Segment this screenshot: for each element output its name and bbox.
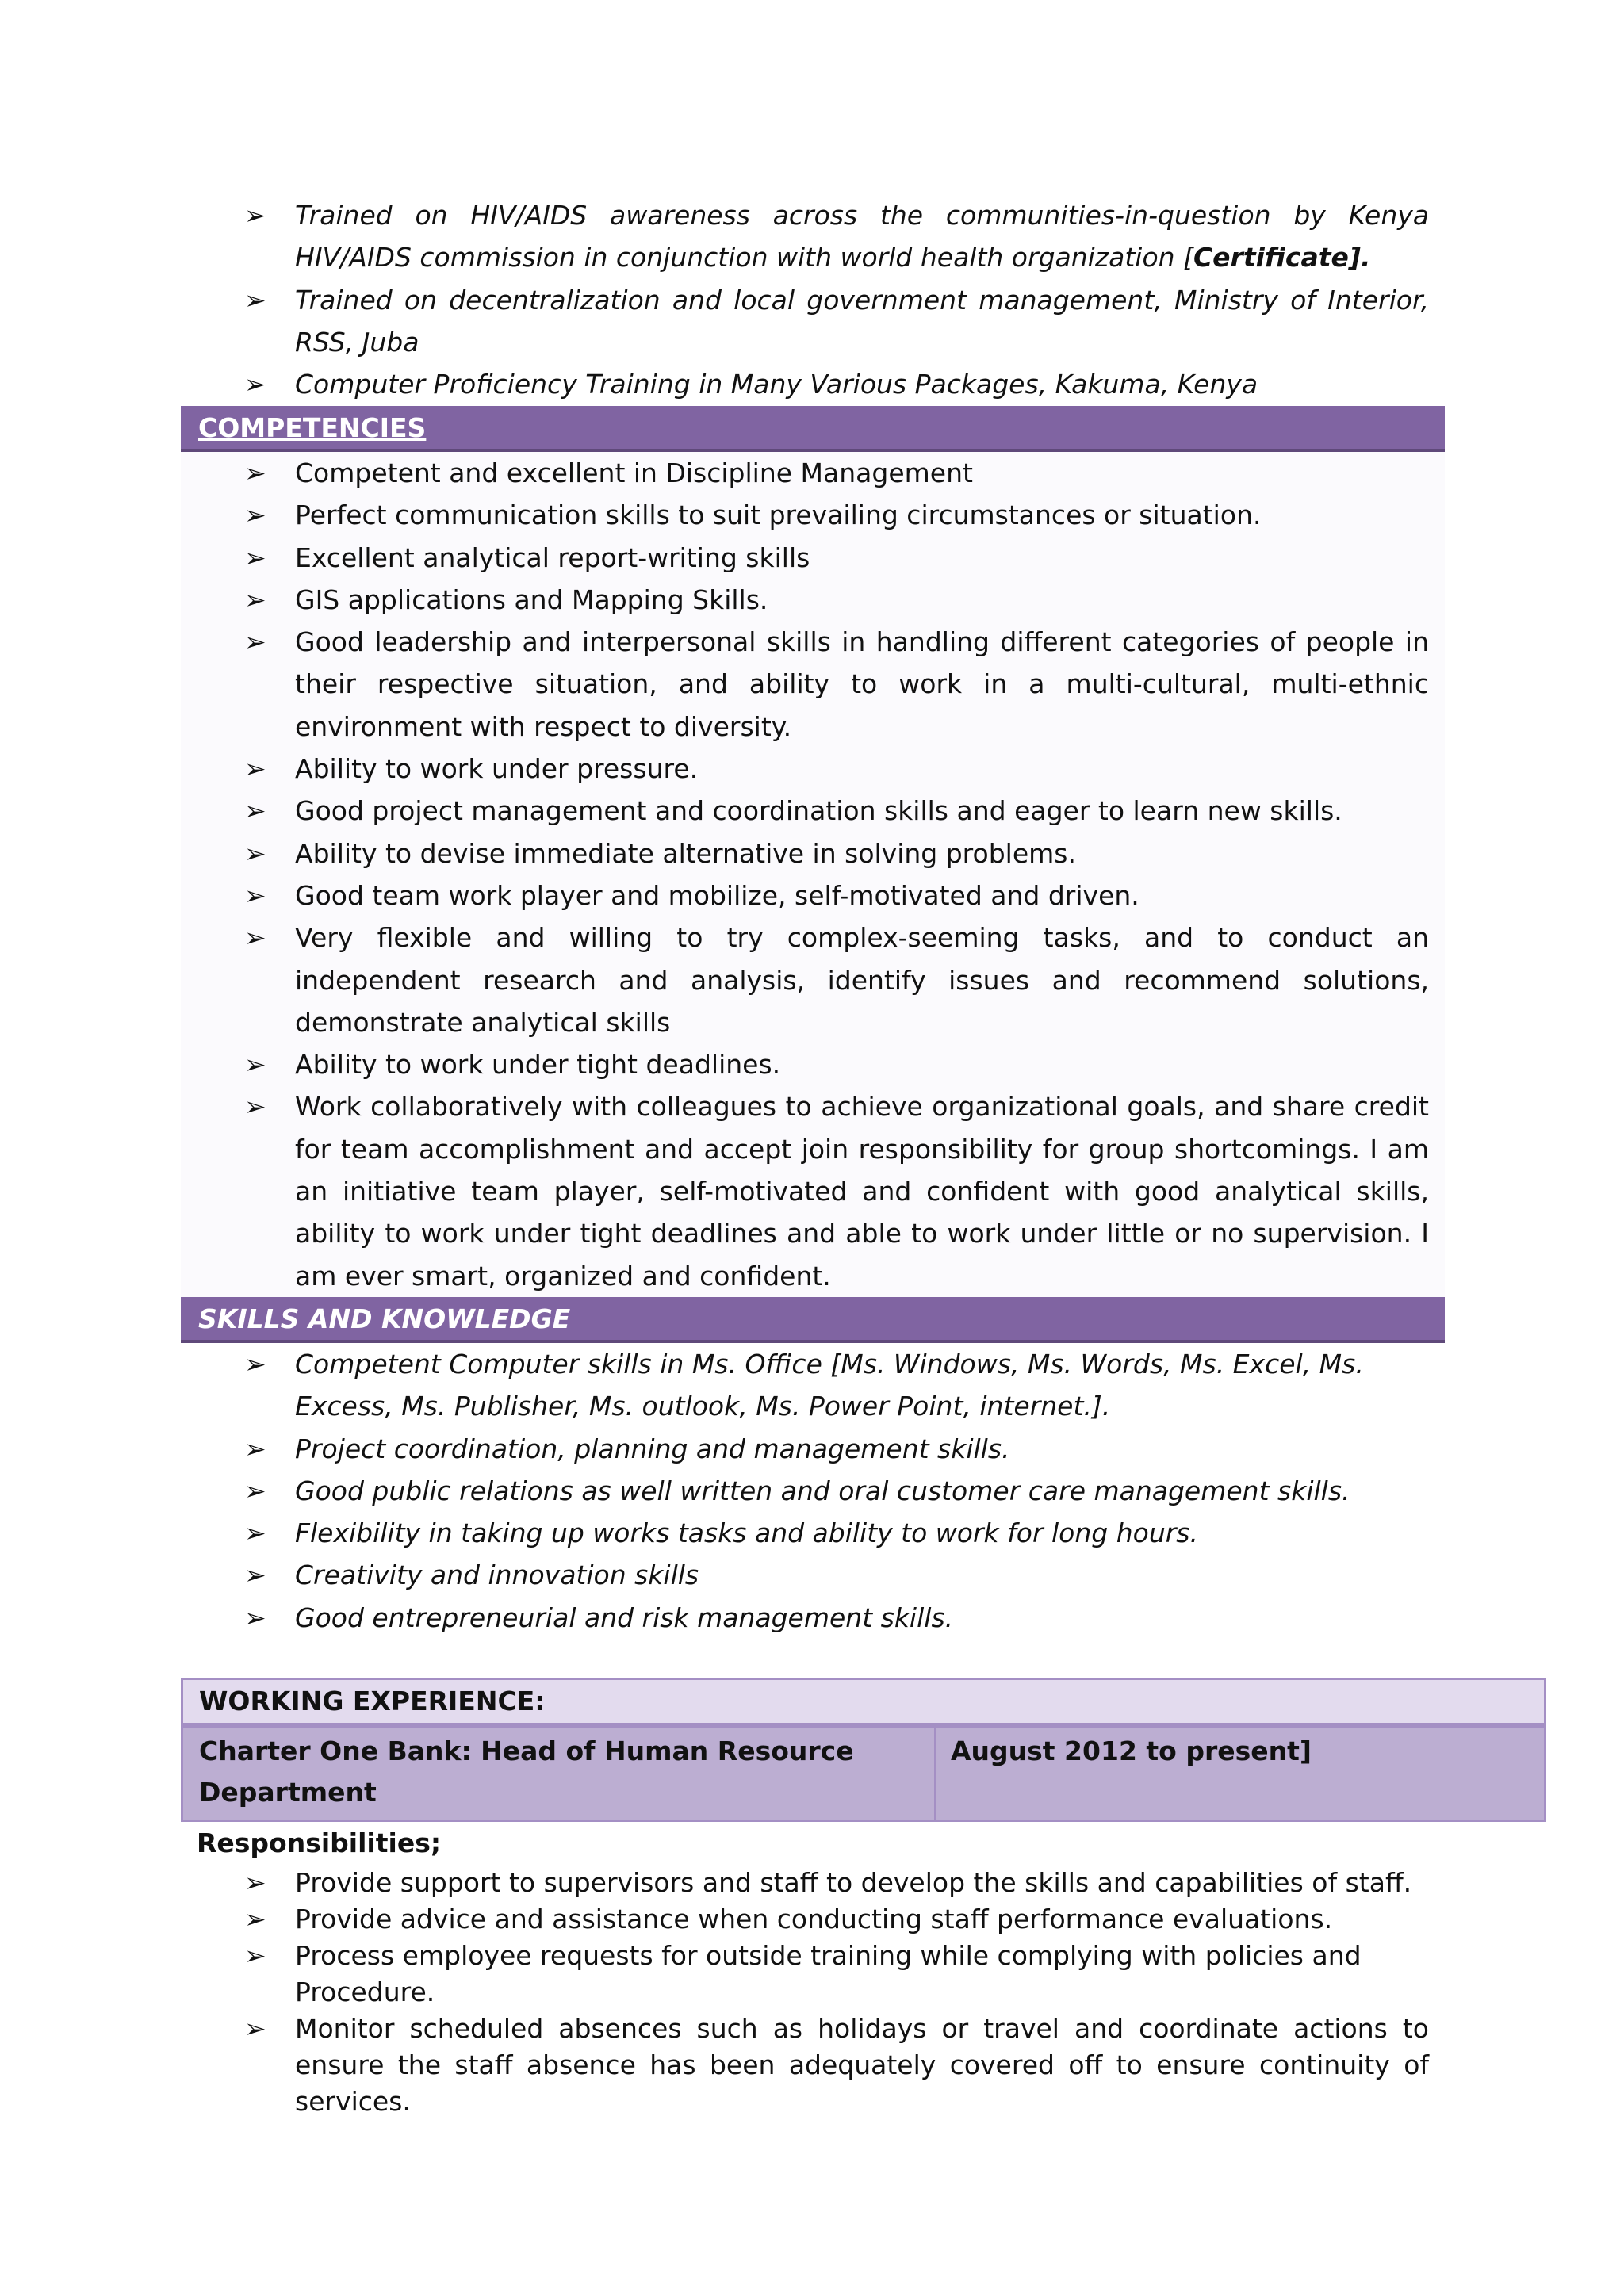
list-item: ➢ Monitor scheduled absences such as holidays or travel and coordinate actions to ensure the staff absence has been adequately covered off to ensure continuity of services. (0, 2011, 1429, 2120)
working-experience-header: WORKING EXPERIENCE: (181, 1678, 1546, 1725)
list-item: ➢ Good project management and coordination skills and eager to learn new skills. (0, 790, 1429, 832)
arrow-bullet-icon: ➢ (244, 1559, 266, 1591)
arrow-bullet-icon: ➢ (244, 1904, 266, 1934)
training-list (0, 194, 1624, 405)
competencies-list (0, 452, 1624, 1297)
arrow-bullet-icon: ➢ (244, 1433, 266, 1464)
list-item: ➢ Ability to work under tight deadlines. (0, 1043, 1429, 1085)
arrow-bullet-icon: ➢ (244, 1601, 266, 1633)
employment-period: August 2012 to present] (951, 1735, 1312, 1766)
list-item: ➢ Competent and excellent in Discipline Management (0, 452, 1429, 494)
arrow-bullet-icon: ➢ (244, 1349, 266, 1380)
arrow-bullet-icon: ➢ (244, 1940, 266, 1971)
list-item: ➢ Very flexible and willing to try complex-seeming tasks, and to conduct an independent research and analysis, identify issues and recommend solutions, demonstrate analytical skills (0, 916, 1429, 1043)
work-entry-row (181, 1725, 1546, 1822)
skills-heading: SKILLS AND KNOWLEDGE (181, 1297, 1445, 1343)
list-item: ➢ Provide support to supervisors and staff to develop the skills and capabilities of staff. (0, 1865, 1429, 1901)
arrow-bullet-icon: ➢ (244, 879, 266, 911)
list-item: ➢ Ability to work under pressure. (0, 748, 1429, 790)
arrow-bullet-icon: ➢ (244, 922, 266, 954)
responsibilities-list (0, 1865, 1624, 2120)
list-item: ➢ Ability to devise immediate alternative in solving problems. (0, 832, 1429, 874)
arrow-bullet-icon: ➢ (244, 837, 266, 869)
arrow-bullet-icon: ➢ (244, 1867, 266, 1898)
arrow-bullet-icon: ➢ (244, 2013, 266, 2044)
list-item: ➢ Process employee requests for outside training while complying with policies and Procedure. (0, 1938, 1429, 2011)
arrow-bullet-icon: ➢ (244, 626, 266, 658)
arrow-bullet-icon: ➢ (244, 284, 266, 316)
arrow-bullet-icon: ➢ (244, 795, 266, 827)
list-item: ➢ GIS applications and Mapping Skills. (0, 579, 1429, 621)
list-item: ➢ Good leadership and interpersonal skills in handling different categories of people in their respective situation, and ability to work in a multi-cultural, multi-ethnic environment with respect to diversity. (0, 621, 1429, 748)
arrow-bullet-icon: ➢ (244, 369, 266, 400)
list-item: ➢ Excellent analytical report-writing skills (0, 537, 1429, 579)
arrow-bullet-icon: ➢ (244, 200, 266, 231)
skills-list (0, 1343, 1624, 1639)
list-item: ➢ Project coordination, planning and management skills. (0, 1428, 1429, 1470)
arrow-bullet-icon: ➢ (244, 541, 266, 573)
position-title: Charter One Bank: Head of Human Resource Department (183, 1728, 936, 1820)
arrow-bullet-icon: ➢ (244, 1049, 266, 1081)
list-item: ➢ Trained on decentralization and local government management, Ministry of Interior, RSS, Juba (0, 279, 1429, 364)
list-item: ➢ Creativity and innovation skills (0, 1554, 1429, 1596)
list-item: ➢ Good entrepreneurial and risk management skills. (0, 1597, 1429, 1639)
certificate-label: Certificate]. (1193, 242, 1371, 274)
competencies-heading: COMPETENCIES (181, 406, 1445, 452)
list-item: ➢ Flexibility in taking up works tasks and ability to work for long hours. (0, 1512, 1429, 1554)
list-item: ➢ Work collaboratively with colleagues to achieve organizational goals, and share credit for team accomplishment and accept join responsibility for group shortcomings. I am an initiative team player, self-motivated and confident with good analytical skills, ability to work under tight deadlines and able to work under little or no supervision. I am ever smart, organized and confident. (0, 1085, 1429, 1296)
list-item: ➢ Perfect communication skills to suit prevailing circumstances or situation. (0, 494, 1429, 536)
arrow-bullet-icon: ➢ (244, 584, 266, 615)
responsibilities-label: Responsibilities; (197, 1827, 442, 1858)
arrow-bullet-icon: ➢ (244, 753, 266, 785)
list-item: ➢ Provide advice and assistance when conducting staff performance evaluations. (0, 1901, 1429, 1938)
arrow-bullet-icon: ➢ (244, 1091, 266, 1123)
arrow-bullet-icon: ➢ (244, 499, 266, 531)
arrow-bullet-icon: ➢ (244, 1517, 266, 1549)
arrow-bullet-icon: ➢ (244, 1475, 266, 1506)
list-item: ➢ Good team work player and mobilize, self-motivated and driven. (0, 874, 1429, 916)
list-item: ➢ Computer Proficiency Training in Many Various Packages, Kakuma, Kenya (0, 363, 1429, 405)
list-item: ➢ Trained on HIV/AIDS awareness across the communities-in-question by Kenya HIV/AIDS commission in conjunction with world health organization [Certificate]. (0, 194, 1429, 279)
arrow-bullet-icon: ➢ (244, 457, 266, 488)
list-item: ➢ Good public relations as well written and oral customer care management skills. (0, 1470, 1429, 1512)
list-item: ➢ Competent Computer skills in Ms. Office [Ms. Windows, Ms. Words, Ms. Excel, Ms. Excess, Ms. Publisher, Ms. outlook, Ms. Power Point, internet.]. (0, 1343, 1429, 1428)
